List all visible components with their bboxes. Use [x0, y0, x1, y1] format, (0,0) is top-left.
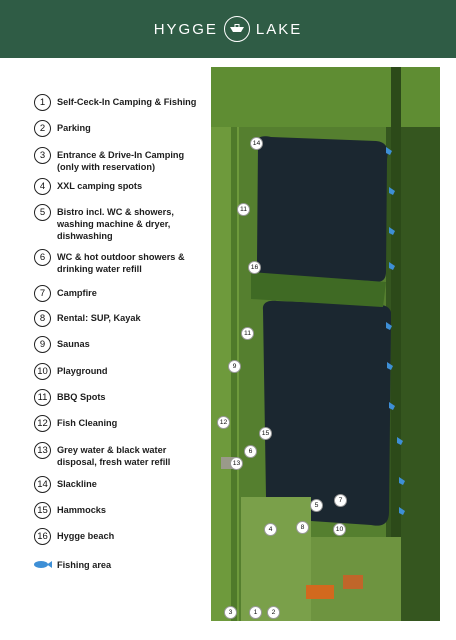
legend-number: 5	[34, 204, 51, 221]
map-marker: 11	[237, 203, 250, 216]
legend-item	[34, 415, 207, 432]
legend-label: Saunas	[57, 339, 90, 349]
legend-label: Parking	[57, 123, 91, 133]
legend-number: 2	[34, 120, 51, 137]
hygge-lake-logo	[154, 16, 303, 42]
legend-item	[34, 389, 207, 406]
legend-number: 10	[34, 363, 51, 380]
legend-label: Bistro incl. WC & showers, washing machine & dryer, dishwashing	[57, 207, 174, 241]
legend-number: 15	[34, 502, 51, 519]
legend-number: 4	[34, 178, 51, 195]
map-marker: 15	[259, 427, 272, 440]
legend-item	[34, 363, 207, 380]
legend-number: 3	[34, 147, 51, 164]
map-marker: 16	[248, 261, 261, 274]
legend-label: Self-Ceck-In Camping & Fishing	[57, 97, 197, 107]
legend-item	[34, 336, 207, 353]
legend-item	[34, 502, 207, 519]
map-marker: 6	[244, 445, 257, 458]
legend-label: Rental: SUP, Kayak	[57, 313, 141, 323]
brand-right: LAKE	[255, 20, 303, 38]
legend-item	[34, 442, 207, 468]
legend-item	[34, 120, 207, 137]
legend-label: Grey water & black water disposal, fresh water refill	[57, 445, 171, 467]
map-marker: 1	[249, 606, 262, 619]
legend-item	[34, 94, 207, 111]
map-marker: 12	[217, 416, 230, 429]
legend-label: Hammocks	[57, 505, 107, 515]
legend-number: 7	[34, 285, 51, 302]
legend-number: 16	[34, 528, 51, 545]
aerial-map	[211, 67, 440, 621]
legend-label: Entrance & Drive-In Camping (only with reservation)	[57, 150, 185, 172]
map-marker: 7	[334, 494, 347, 507]
map-marker: 4	[264, 523, 277, 536]
map-marker: 9	[228, 360, 241, 373]
legend-number: 8	[34, 310, 51, 327]
legend-number: 13	[34, 442, 51, 459]
legend-number: 11	[34, 389, 51, 406]
legend-item	[34, 528, 207, 545]
map-marker: 13	[230, 457, 243, 470]
legend-fishing-area	[34, 556, 207, 574]
legend-label: XXL camping spots	[57, 181, 143, 191]
legend-item	[34, 178, 207, 195]
legend-item	[34, 285, 207, 302]
page-header	[0, 0, 456, 58]
legend-label: Campfire	[57, 288, 97, 298]
aerial-map-image	[211, 67, 440, 621]
legend-item	[34, 310, 207, 327]
legend-number: 14	[34, 476, 51, 493]
legend-item	[34, 249, 207, 275]
map-marker: 3	[224, 606, 237, 619]
map-marker: 10	[333, 523, 346, 536]
map-marker: 5	[310, 499, 323, 512]
legend-number: 12	[34, 415, 51, 432]
fishing-area-label: Fishing area	[57, 560, 112, 570]
map-marker: 14	[250, 137, 263, 150]
brand-left: HYGGE	[153, 20, 218, 38]
legend-item	[34, 147, 207, 173]
legend-label: BBQ Spots	[57, 392, 106, 402]
legend-label: Fish Cleaning	[57, 418, 118, 428]
map-marker: 2	[267, 606, 280, 619]
legend-label: Slackline	[57, 479, 97, 489]
map-marker: 8	[296, 521, 309, 534]
fish-icon	[34, 556, 51, 574]
legend-label: WC & hot outdoor showers & drinking water refill	[57, 252, 185, 274]
legend-label: Playground	[57, 366, 108, 376]
legend-item	[34, 204, 207, 242]
legend-number: 9	[34, 336, 51, 353]
legend-number: 6	[34, 249, 51, 266]
legend-label: Hygge beach	[57, 531, 115, 541]
legend-number: 1	[34, 94, 51, 111]
map-marker: 11	[241, 327, 254, 340]
boat-icon	[224, 16, 250, 42]
legend-item	[34, 476, 207, 493]
